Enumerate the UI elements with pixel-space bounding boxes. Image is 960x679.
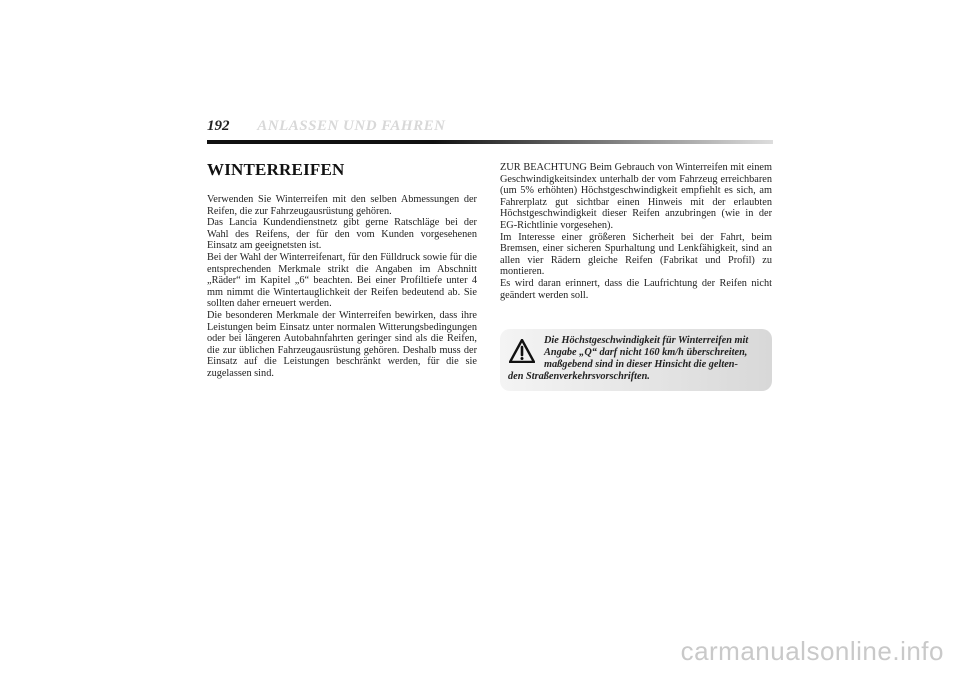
paragraph: Das Lancia Kundendienstnetz gibt gerne Ratschläge bei der Wahl des Reifens, der für den vom Kunden vorgesehenen Einsatz am geeignetsten ist. — [207, 217, 477, 252]
right-column — [500, 162, 772, 301]
paragraph: Es wird daran erinnert, dass die Laufrichtung der Reifen nicht geändert werden soll. — [500, 277, 772, 301]
warning-text — [508, 335, 770, 383]
paragraph: Im Interesse einer größeren Sicherheit bei der Fahrt, beim Bremsen, einer sicheren Spurhaltung und Lenkfähigkeit, sind an allen vier Rädern gleiche Reifen (Fabrikat und Profil) zu montieren. — [500, 231, 772, 278]
page-number: 192 — [207, 118, 230, 134]
warning-box — [500, 329, 772, 391]
page-header — [207, 118, 445, 135]
left-column — [207, 160, 477, 380]
warning-line: den Straßenverkehrsvorschriften. — [508, 371, 650, 382]
paragraph: ZUR BEACHTUNG Beim Gebrauch von Winterreifen mit einem Geschwindigkeitsindex unterhalb der vom Fahrzeug erreichbaren (um 5% erhöhten) Höchstgeschwindigkeit empfiehlt es sich, am Fahrerplatz gut sichtbar einen Hinweis mit der erlaubten Höchstgeschwindigkeit dieser Reifen anzubringen (wie in der EG-Richtlinie vorgesehen). — [500, 162, 772, 231]
header-rule — [207, 140, 773, 144]
watermark: carmanualsonline.info — [680, 636, 944, 666]
section-heading: WINTERREIFEN — [207, 160, 345, 179]
section-title: ANLASSEN UND FAHREN — [257, 118, 446, 134]
paragraph: Verwenden Sie Winterreifen mit den selben Abmessungen der Reifen, die zur Fahrzeugausrüstung gehören. — [207, 194, 477, 217]
paragraph: Bei der Wahl der Winterreifenart, für den Fülldruck sowie für die entsprechenden Merkmale strikt die Angaben im Abschnitt „Räder“ im Kapitel „6“ beachten. Bei einer Profiltiefe unter 4 mm nimmt die Wintertauglichkeit der Reifen bedeutend ab. Sie sollten daher erneuert werden. — [207, 251, 477, 310]
warning-line: Die Höchstgeschwindigkeit für Winterreifen mit — [544, 335, 749, 346]
warning-line: Angabe „Q“ darf nicht 160 km/h überschreiten, — [544, 347, 748, 358]
paragraph: Die besonderen Merkmale der Winterreifen bewirken, dass ihre Leistungen beim Einsatz unter normalen Witterungsbedingungen oder bei längeren Autobahnfahrten geringer sind als die Reifen, die zur üblichen Fahrzeugausrüstung gehören. Deshalb muss der Einsatz auf die Leistungen beschränkt werden, für die sie zugelassen sind. — [207, 309, 477, 379]
warning-line: maßgebend sind in dieser Hinsicht die gelten- — [544, 359, 738, 370]
